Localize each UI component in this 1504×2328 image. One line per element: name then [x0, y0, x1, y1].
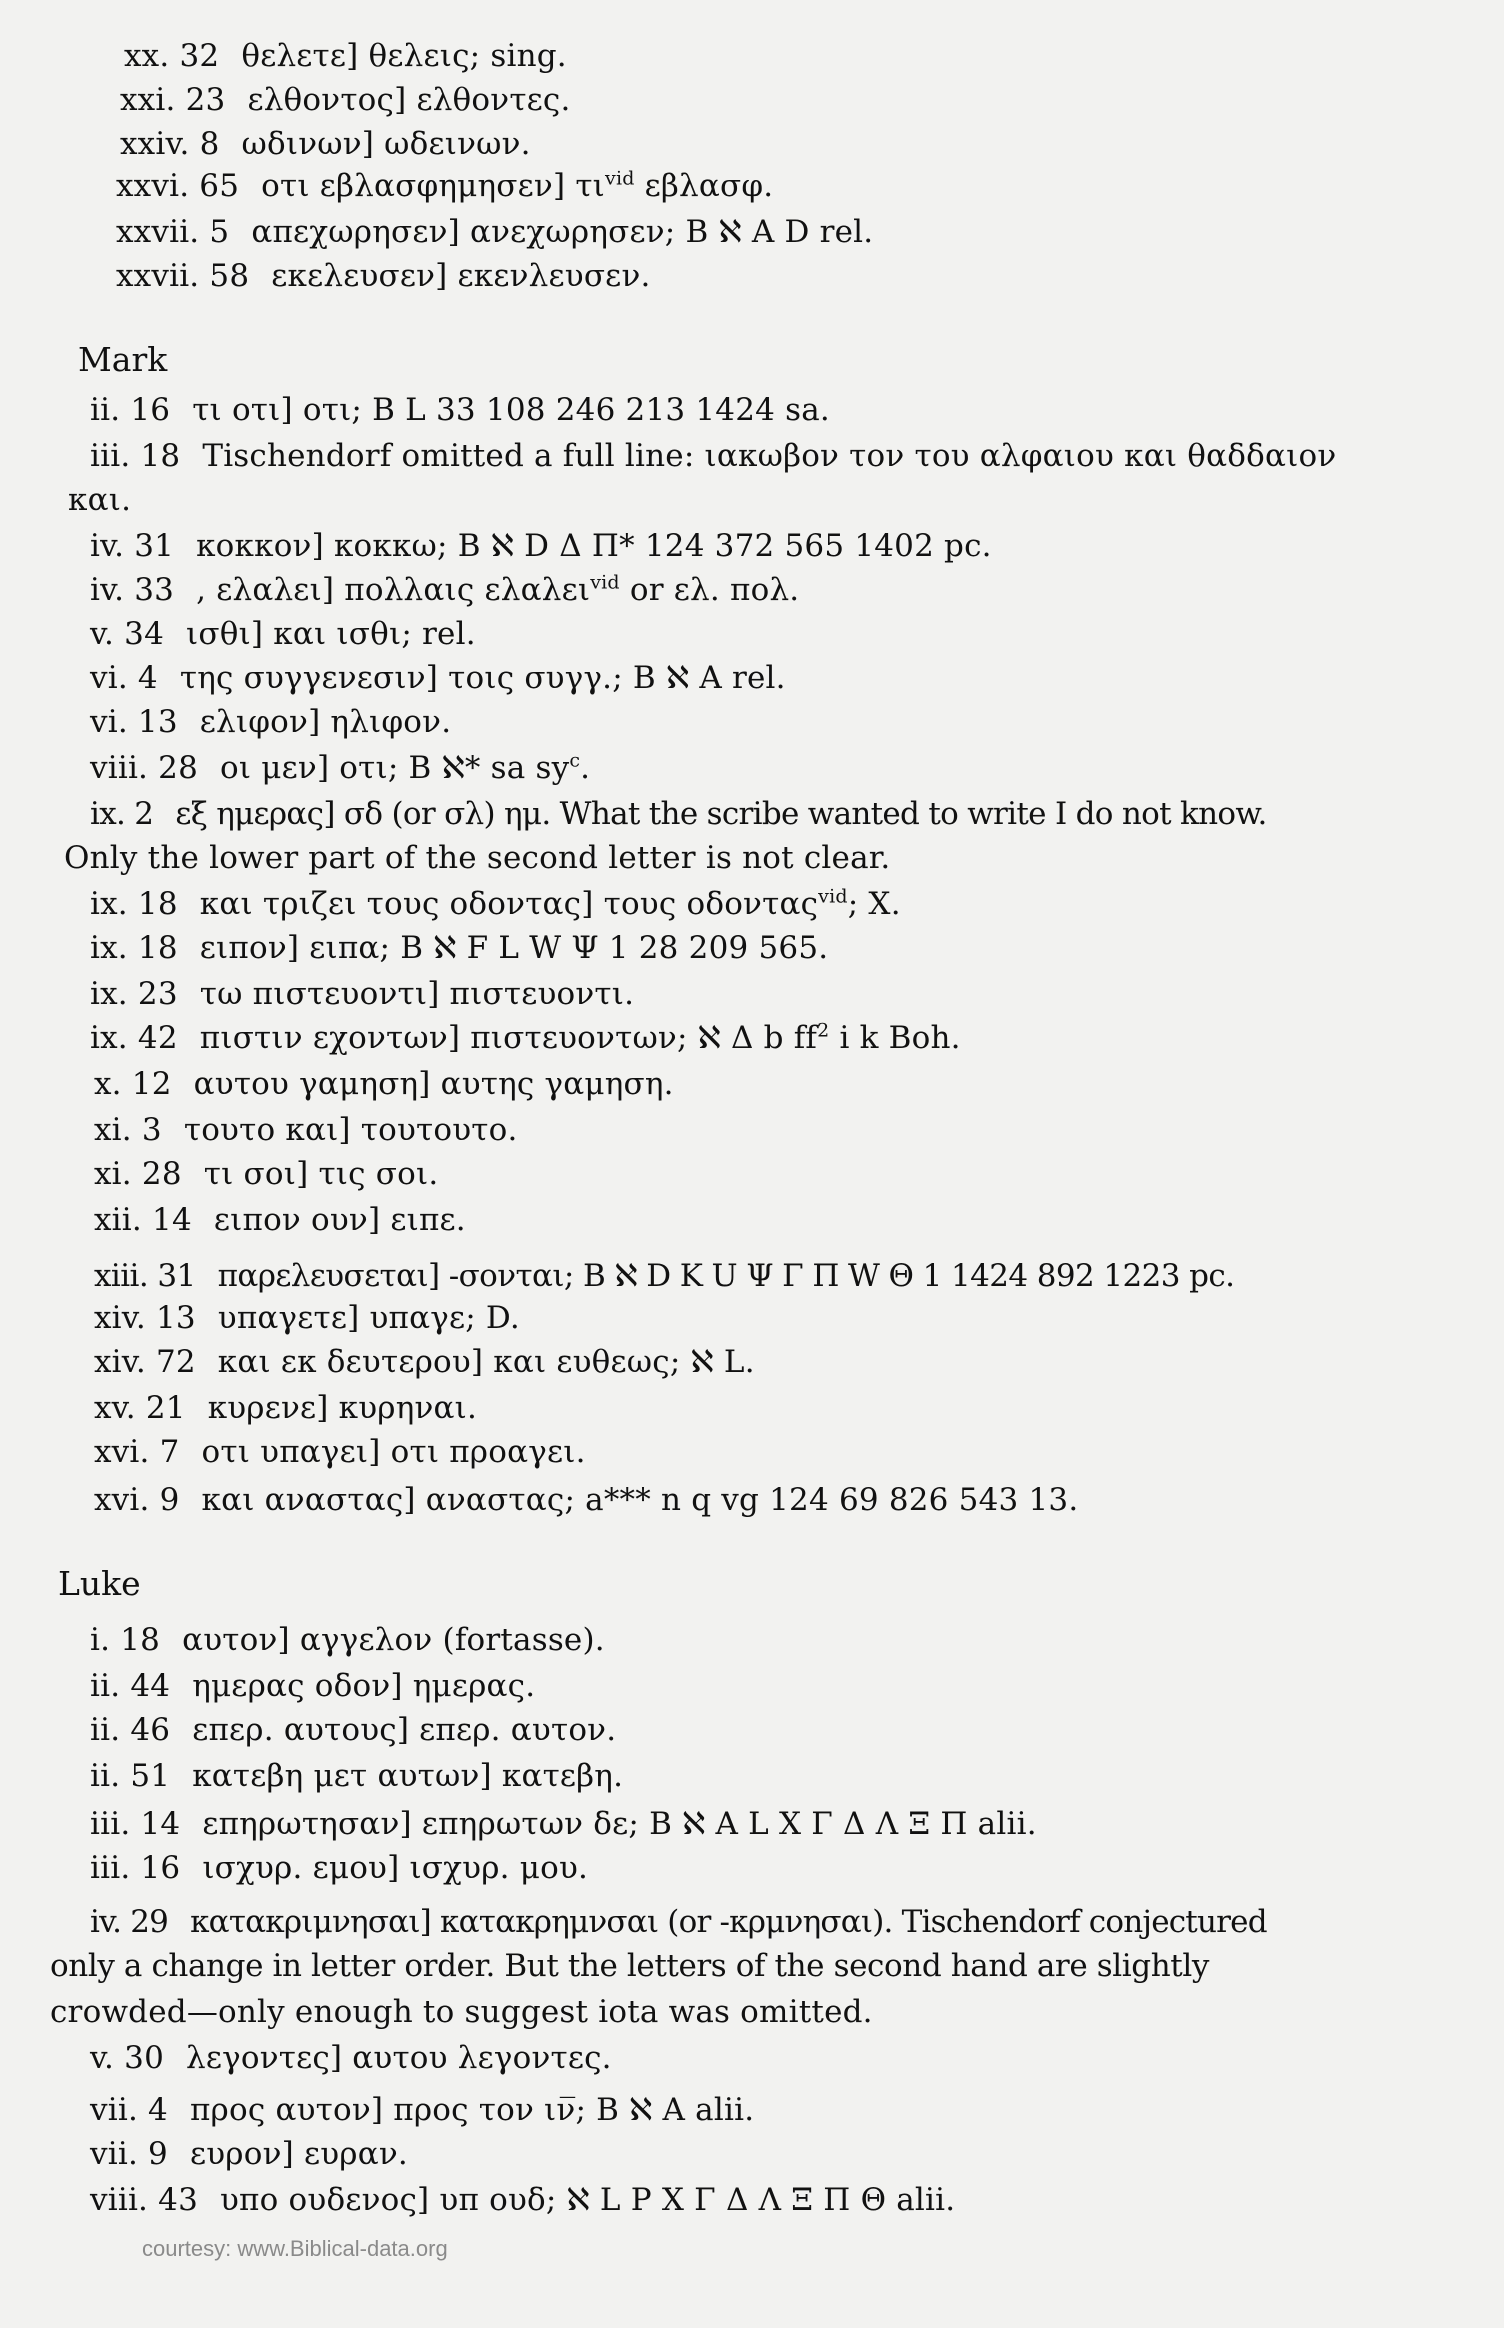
- variant-text: , ελαλει] πολλαις ελαλει: [196, 572, 591, 608]
- verse-ref: ii. 44: [90, 1668, 171, 1704]
- verse-ref: vii. 4: [90, 2092, 168, 2128]
- mark-line: [90, 794, 1267, 834]
- mark-line: [94, 1342, 755, 1382]
- luke-line: [50, 1992, 873, 2032]
- variant-text: κατεβη μετ αυτων] κατεβη.: [192, 1758, 624, 1794]
- variant-text: πιστιν εχοντων] πιστευοντων; ℵ Δ b ff: [199, 1020, 818, 1056]
- variant-text: υπο ουδενος] υπ ουδ; ℵ L P X Γ Δ Λ Ξ Π Θ alii.: [220, 2182, 956, 2218]
- verse-ref: iv. 33: [90, 572, 175, 608]
- variant-text: και τριζει τους οδοντας] τους οδοντας: [199, 886, 819, 922]
- verse-ref: iii. 16: [90, 1850, 181, 1886]
- variant-text: τι οτι] οτι; B L 33 108 246 213 1424 sa.: [192, 392, 830, 428]
- variant-text: εβλασφ.: [634, 168, 774, 204]
- variant-text: επερ. αυτους] επερ. αυτον.: [192, 1712, 617, 1748]
- luke-line: [90, 1756, 623, 1796]
- verse-ref: viii. 43: [90, 2182, 199, 2218]
- variant-text: Tischendorf omitted a full line: ιακωβον τον του αλφαιου και θαδδαιον: [202, 438, 1337, 474]
- verse-ref: ii. 46: [90, 1712, 171, 1748]
- mark-line: [94, 1432, 586, 1472]
- mark-line: [90, 436, 1336, 476]
- verse-ref: vi. 4: [90, 660, 158, 696]
- variant-text: ισθι] και ισθι; rel.: [186, 616, 476, 652]
- mark-line: [94, 1154, 438, 1194]
- superscript: vid: [605, 167, 635, 190]
- verse-ref: xx. 32: [124, 38, 220, 74]
- verse-ref: ix. 2: [90, 796, 154, 832]
- mark-line: [90, 748, 590, 788]
- variant-text: κοκκον] κοκκω; B ℵ D Δ Π* 124 372 565 1402 pc.: [196, 528, 992, 564]
- variant-text: ειπον ουν] ειπε.: [213, 1202, 466, 1238]
- variant-text: only a change in letter order. But the letters of the second hand are slightly: [50, 1948, 1209, 1984]
- superscript: 2: [817, 1019, 830, 1042]
- verse-ref: ii. 16: [90, 392, 171, 428]
- verse-ref: ii. 51: [90, 1758, 171, 1794]
- variant-text: προς αυτον] προς τον ιν̅; B ℵ A alii.: [189, 2092, 755, 2128]
- mark-line: [94, 1064, 674, 1104]
- verse-ref: xi. 28: [94, 1156, 182, 1192]
- variant-text: και.: [68, 482, 132, 518]
- matthew-line: [120, 124, 531, 164]
- superscript: vid: [818, 885, 848, 908]
- mark-line: [94, 1200, 466, 1240]
- luke-line: [90, 1848, 588, 1888]
- verse-ref: v. 34: [90, 616, 164, 652]
- variant-text: .: [580, 750, 591, 786]
- variant-text: ευρον] ευραν.: [189, 2136, 408, 2172]
- verse-ref: xiv. 13: [94, 1300, 196, 1336]
- superscript: c: [569, 749, 581, 772]
- mark-line: [90, 526, 992, 566]
- verse-ref: iii. 14: [90, 1806, 181, 1842]
- mark-line: [90, 658, 786, 698]
- section-heading-luke: Luke: [58, 1564, 141, 1603]
- variant-text: και εκ δευτερου] και ευθεως; ℵ L.: [217, 1344, 755, 1380]
- variant-text: επηρωτησαν] επηρωτων δε; B ℵ A L X Γ Δ Λ Ξ Π alii.: [202, 1806, 1037, 1842]
- mark-line: [94, 1256, 1234, 1296]
- mark-line: [94, 1110, 518, 1150]
- luke-line: [90, 1666, 535, 1706]
- verse-ref: xvi. 9: [94, 1482, 180, 1518]
- verse-ref: viii. 28: [90, 750, 199, 786]
- luke-line: [90, 2090, 754, 2130]
- verse-ref: xxiv. 8: [120, 126, 220, 162]
- verse-ref: iv. 31: [90, 528, 175, 564]
- verse-ref: xxvii. 58: [116, 258, 250, 294]
- verse-ref: xii. 14: [94, 1202, 192, 1238]
- mark-line: [90, 570, 799, 610]
- verse-ref: ix. 23: [90, 976, 178, 1012]
- variant-text: ωδινων] ωδεινων.: [241, 126, 531, 162]
- variant-text: και αναστας] αναστας; a*** n q vg 124 69 826 543 13.: [201, 1482, 1079, 1518]
- variant-text: απεχωρησεν] ανεχωρησεν; B ℵ A D rel.: [251, 214, 874, 250]
- luke-line: [90, 1902, 1267, 1942]
- verse-ref: xv. 21: [94, 1390, 186, 1426]
- variant-text: παρελευσεται] -σονται; B ℵ D K U Ψ Γ Π W Θ 1 1424 892 1223 pc.: [217, 1258, 1235, 1294]
- luke-line: [90, 2180, 955, 2220]
- variant-text: υπαγετε] υπαγε; D.: [217, 1300, 520, 1336]
- variant-text: αυτον] αγγελον (fortasse).: [182, 1622, 605, 1658]
- mark-line: [90, 702, 451, 742]
- variant-text: οι μεν] οτι; B ℵ* sa sy: [220, 750, 570, 786]
- verse-ref: xxvi. 65: [116, 168, 240, 204]
- mark-line: [94, 1388, 477, 1428]
- matthew-line: [124, 36, 567, 76]
- matthew-line: [116, 256, 651, 296]
- variant-text: i k Boh.: [829, 1020, 961, 1056]
- luke-line: [90, 1710, 616, 1750]
- verse-ref: xvi. 7: [94, 1434, 180, 1470]
- verse-ref: ix. 42: [90, 1020, 178, 1056]
- verse-ref: ix. 18: [90, 930, 178, 966]
- matthew-line: [120, 80, 571, 120]
- mark-line: [90, 928, 828, 968]
- variant-text: εκελευσεν] εκενλευσεν.: [271, 258, 651, 294]
- variant-text: λεγοντες] αυτου λεγοντες.: [186, 2040, 612, 2076]
- variant-text: ημερας οδον] ημερας.: [192, 1668, 536, 1704]
- variant-text: crowded—only enough to suggest iota was omitted.: [50, 1994, 873, 2030]
- matthew-line: [116, 212, 873, 252]
- mark-line: [90, 974, 634, 1014]
- luke-line: [90, 1804, 1037, 1844]
- variant-text: οτι εβλασφημησεν] τι: [261, 168, 606, 204]
- verse-ref: v. 30: [90, 2040, 164, 2076]
- mark-line: [94, 1298, 520, 1338]
- variant-text: κυρενε] κυρηναι.: [207, 1390, 478, 1426]
- variant-text: αυτου γαμηση] αυτης γαμηση.: [193, 1066, 674, 1102]
- verse-ref: xiii. 31: [94, 1258, 196, 1294]
- mark-line: [94, 1480, 1078, 1520]
- verse-ref: vii. 9: [90, 2136, 168, 2172]
- luke-line: [90, 2134, 408, 2174]
- luke-line: [90, 1620, 605, 1660]
- luke-line: [50, 1946, 1209, 1986]
- verse-ref: xxvii. 5: [116, 214, 230, 250]
- variant-text: εξ ημερας] σδ (or σλ) ημ. What the scribe wanted to write I do not know.: [175, 796, 1267, 832]
- verse-ref: xxi. 23: [120, 82, 226, 118]
- verse-ref: xi. 3: [94, 1112, 162, 1148]
- mark-line: [90, 614, 476, 654]
- section-heading-mark: Mark: [78, 340, 168, 379]
- mark-line: [90, 884, 901, 924]
- verse-ref: iv. 29: [90, 1904, 169, 1940]
- variant-text: της συγγενεσιν] τοις συγγ.; B ℵ A rel.: [179, 660, 786, 696]
- credit-watermark: courtesy: www.Biblical-data.org: [142, 2236, 448, 2261]
- variant-text: ειπον] ειπα; B ℵ F L W Ψ 1 28 209 565.: [199, 930, 829, 966]
- luke-line: [90, 2038, 612, 2078]
- variant-text: or ελ. πολ.: [619, 572, 800, 608]
- variant-text: ισχυρ. εμου] ισχυρ. μου.: [202, 1850, 589, 1886]
- variant-text: ελιφον] ηλιφον.: [199, 704, 452, 740]
- superscript: vid: [590, 571, 620, 594]
- variant-text: κατακριμνησαι] κατακρημνσαι (or -κρμνησαι). Tischendorf conjectured: [190, 1904, 1267, 1940]
- verse-ref: iii. 18: [90, 438, 181, 474]
- variant-text: ελθοντος] ελθοντες.: [247, 82, 571, 118]
- variant-text: τω πιστευοντι] πιστευοντι.: [199, 976, 635, 1012]
- variant-text: Only the lower part of the second letter is not clear.: [64, 840, 891, 876]
- mark-line: [90, 390, 830, 430]
- variant-text: ; X.: [847, 886, 901, 922]
- variant-text: τι σοι] τις σοι.: [203, 1156, 439, 1192]
- variant-text: θελετε] θελεις; sing.: [241, 38, 567, 74]
- variant-text: οτι υπαγει] οτι προαγει.: [201, 1434, 586, 1470]
- verse-ref: vi. 13: [90, 704, 178, 740]
- verse-ref: i. 18: [90, 1622, 161, 1658]
- variant-text: τουτο και] τουτουτο.: [183, 1112, 518, 1148]
- mark-line: [68, 480, 131, 520]
- mark-line: [90, 1018, 961, 1058]
- verse-ref: xiv. 72: [94, 1344, 196, 1380]
- mark-line: [64, 838, 890, 878]
- verse-ref: ix. 18: [90, 886, 178, 922]
- matthew-line: [116, 166, 773, 206]
- verse-ref: x. 12: [94, 1066, 172, 1102]
